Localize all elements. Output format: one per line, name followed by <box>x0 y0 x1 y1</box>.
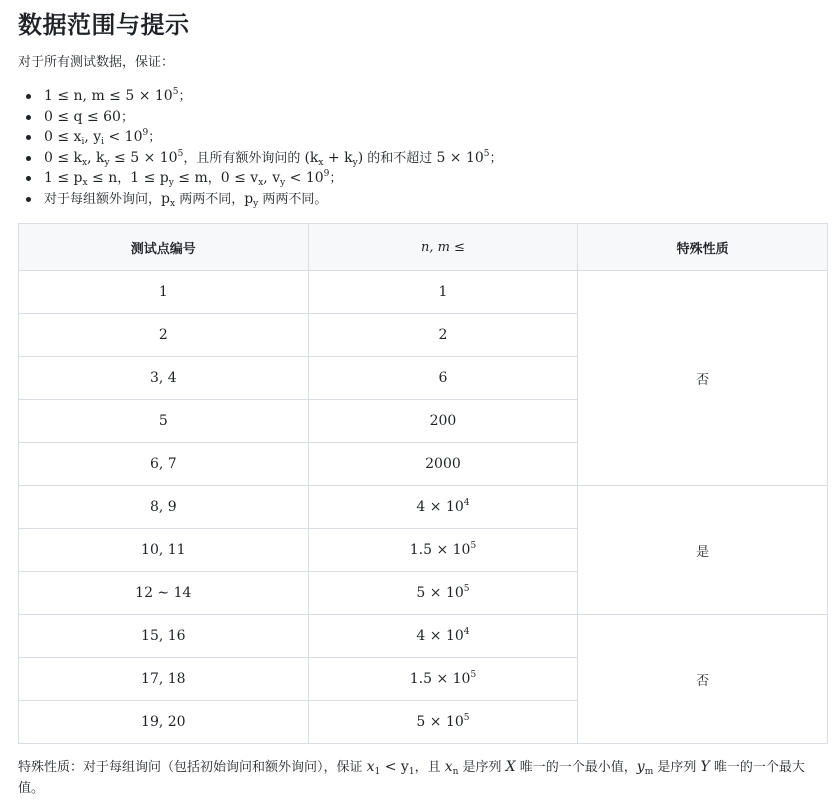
intro-text: 对于所有测试数据，保证： <box>18 55 175 70</box>
constraint-list <box>18 86 503 209</box>
cell-nm: $1.5 \times 10^5$ <box>308 529 578 572</box>
math: 1 ≤ n, $m \le 5 \times 10^5$ <box>44 87 179 104</box>
cell-nm: 2000 <box>308 443 578 486</box>
cell-test-id: 19, 20 <box>19 701 309 744</box>
header-nm: n, m ≤ <box>308 224 578 271</box>
math: $x_n$ <box>444 759 459 777</box>
constraint-item: $0 \le k_x$, $k_y \le 5 \times 10^5$，且所有额外询问的 $(k_x + k_y)$ 的和不超过 $5 \times 10^5$； <box>44 148 503 168</box>
math: X <box>505 759 516 775</box>
cell-nm: $4 \times 10^4$ <box>308 486 578 529</box>
constraint-item: 对于每组额外询问，$p_x$ 两两不同，$p_y$ 两两不同。 <box>44 189 503 210</box>
cell-test-id: 1 <box>19 271 309 314</box>
cell-test-id: 6, 7 <box>19 443 309 486</box>
math: $x_1 < y_1$ <box>366 759 415 777</box>
page-title: 数据范围与提示 <box>18 11 190 39</box>
cell-nm: 2 <box>308 314 578 357</box>
cell-special: 否 <box>578 615 828 744</box>
cell-nm: 200 <box>308 400 578 443</box>
math: $(k_x + k_y)$ <box>304 149 364 168</box>
cell-special: 否 <box>578 271 828 486</box>
cell-test-id: 3, 4 <box>19 357 309 400</box>
math: $1 \le p_x \le n$ <box>44 170 118 188</box>
math: $0 \le k_x$, $k_y \le 5 \times 10^5$ <box>44 148 184 168</box>
cell-nm: $5 \times 10^5$ <box>308 572 578 615</box>
header-test-id: 测试点编号 <box>19 224 309 271</box>
cell-nm: 6 <box>308 357 578 400</box>
special-property-note: 特殊性质：对于每组询问（包括初始询问和额外询问），保证 $x_1 < y_1$，且 $x_n$ 是序列 X 唯一的一个最小值，$y_m$ 是序列 Y 唯一的一个最大值。 <box>18 759 805 796</box>
cell-test-id: 12 ∼ 14 <box>19 572 309 615</box>
math: $0 \le x_i$, $y_i < 10^9$ <box>44 128 149 147</box>
table-header-row <box>19 224 828 271</box>
cell-nm: 1 <box>308 271 578 314</box>
math: Y <box>700 759 710 775</box>
cell-test-id: 2 <box>19 314 309 357</box>
subtask-table <box>18 223 828 744</box>
cell-test-id: 17, 18 <box>19 658 309 701</box>
table-row <box>19 615 828 658</box>
constraint-item: 0 ≤ q ≤ 60； <box>44 107 503 128</box>
math: $y_m$ <box>636 759 654 777</box>
constraint-item: 1 ≤ n, $m \le 5 \times 10^5$； <box>44 86 503 107</box>
cell-test-id: 15, 16 <box>19 615 309 658</box>
math: $1 \le p_y \le m$ <box>130 170 208 188</box>
cell-nm: $1.5 \times 10^5$ <box>308 658 578 701</box>
math: 0 ≤ q ≤ 60 <box>44 108 121 125</box>
constraint-item: $1 \le p_x \le n$，$1 \le p_y \le m$，$0 \le v_x$, $v_y < 10^9$； <box>44 168 503 189</box>
cell-special: 是 <box>578 486 828 615</box>
cell-test-id: 8, 9 <box>19 486 309 529</box>
constraint-item: $0 \le x_i$, $y_i < 10^9$； <box>44 127 503 148</box>
table-row <box>19 486 828 529</box>
math: $p_x$ <box>161 190 176 209</box>
cell-test-id: 10, 11 <box>19 529 309 572</box>
cell-nm: $4 \times 10^4$ <box>308 615 578 658</box>
table-row <box>19 271 828 314</box>
math: $0 \le v_x$, $v_y < 10^9$ <box>220 169 330 188</box>
math: $5 \times 10^5$ <box>436 148 490 166</box>
cell-test-id: 5 <box>19 400 309 443</box>
header-special: 特殊性质 <box>578 224 828 271</box>
cell-nm: $5 \times 10^5$ <box>308 701 578 744</box>
math: $p_y$ <box>244 190 259 209</box>
